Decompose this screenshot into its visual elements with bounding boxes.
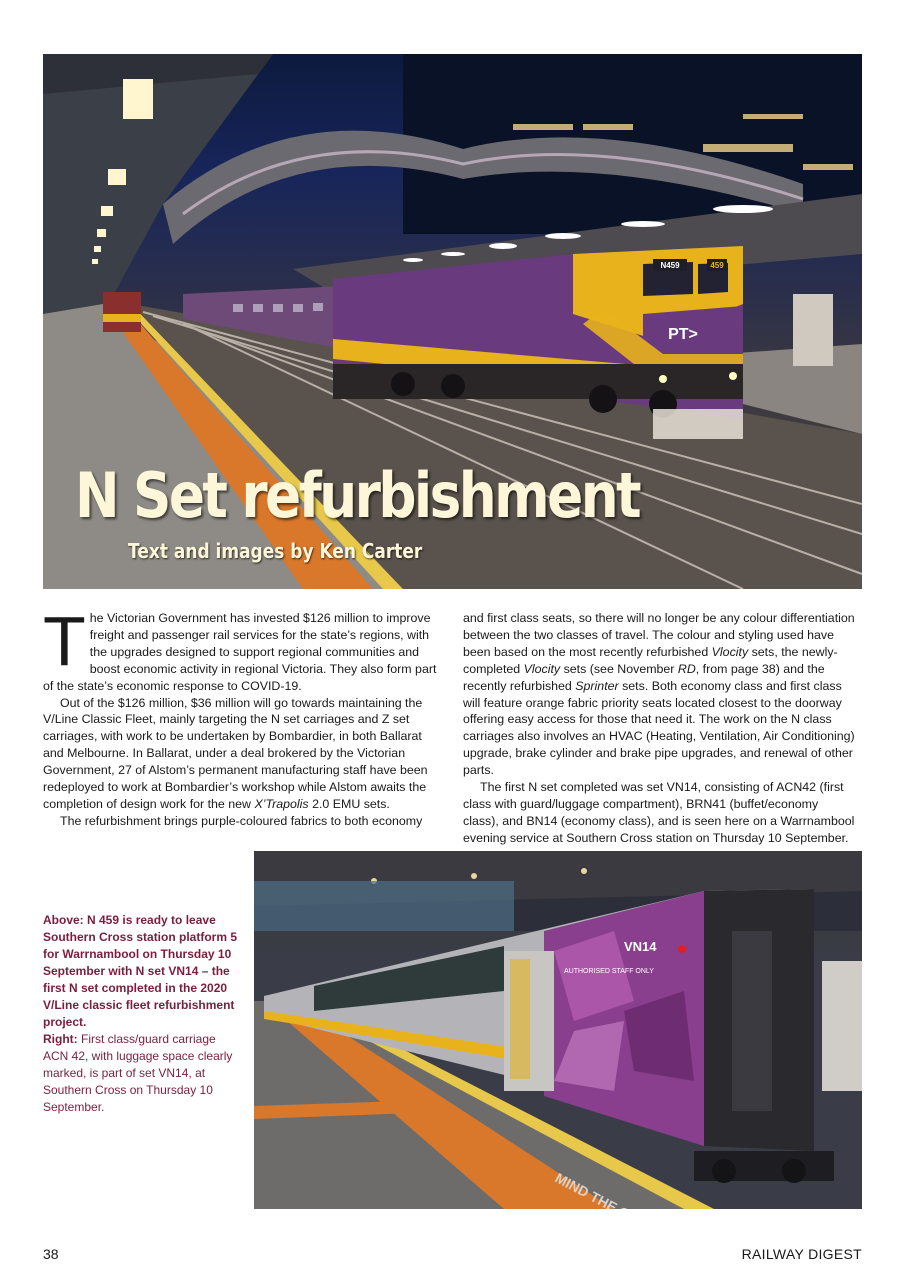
adjacent-train bbox=[822, 961, 862, 1091]
caption-above-label: Above: bbox=[43, 913, 84, 927]
loco-number-plate: N459 bbox=[660, 261, 680, 270]
article-title: N Set refurbishment bbox=[75, 459, 640, 532]
article-paragraph-1: The Victorian Government has invested $126 million to improve freight and passenger rail services for the state’s regions, with the upgrades designed to support regional communities and boost economic activity in regional Victoria. They also form part of the state’s economic response to COVID-19. bbox=[43, 602, 437, 693]
photo-caption bbox=[43, 912, 239, 1116]
distant-train bbox=[103, 292, 141, 332]
pt-logo: PT> bbox=[668, 326, 698, 343]
carriage-number: VN14 bbox=[624, 939, 657, 954]
door-sign: AUTHORISED STAFF ONLY bbox=[564, 968, 654, 975]
caption-right-text: First class/guard carriage ACN 42, with luggage space clearly marked, is part of set VN14, at Southern Cross on Thursday 10 September. bbox=[43, 1032, 233, 1114]
article-paragraph-3-start: The refurbishment brings purple-coloured fabrics to both economy bbox=[60, 813, 423, 828]
carriage-scene bbox=[254, 851, 862, 1209]
article-paragraph-2: Out of the $126 million, $36 million will go towards maintaining the V/Line Classic Fleet, mainly targeting the N set carriages and Z set carriages, with work to be undertaken by Bombardier, in both Ballarat and Melbourne. In Ballarat, under a deal brokered by the Victorian Government, 27 of Alstom’s permanent manufacturing staff have been redeployed to work at Bombardier’s workshop while Alstom awaits the completion of design work for the new X’Trapolis 2.0 EMU sets. bbox=[43, 695, 428, 811]
article-paragraph-4: The first N set completed was set VN14, consisting of ACN42 (first class with guard/luggage compartment), BRN41 (buffet/economy class), and BN14 (economy class), and is seen here on a Warrnambool evening service at Southern Cross station on Thursday 10 September. bbox=[463, 780, 855, 845]
article-column-right bbox=[463, 610, 857, 847]
article-credit: Text and images by Ken Carter bbox=[128, 539, 423, 563]
loco-short-number: 459 bbox=[710, 261, 724, 270]
article-paragraph-3-cont: and first class seats, so there will no longer be any colour differentiation between the two classes of travel. The colour and styling used have been based on the most recently refurbished Vlocity sets, the newly-completed Vlocity sets (see November RD, from page 38) and the recently refurbished Sprinter sets. Both economy class and first class will feature orange fabric priority seats located closest to the doorway offering easy access for those that need it. The work on the N class carriages also involves an HVAC (Heating, Ventilation, Air Conditioning) upgrade, brake cylinder and brake pipe upgrades, and renewal of other parts. bbox=[463, 611, 855, 778]
drop-cap: T bbox=[43, 602, 86, 680]
platform-sign bbox=[793, 294, 833, 366]
page-number: 38 bbox=[43, 1246, 59, 1262]
hero-photo bbox=[43, 54, 862, 589]
article-column-left bbox=[43, 602, 437, 830]
carriage-photo bbox=[254, 851, 862, 1209]
magazine-name: RAILWAY DIGEST bbox=[741, 1246, 862, 1262]
caption-right-label: Right: bbox=[43, 1032, 78, 1046]
caption-above-text: N 459 is ready to leave Southern Cross station platform 5 for Warrnambool on Thursday 10 September with N set VN14 – the first N set completed in the 2020 V/Line classic fleet refurbishment project. bbox=[43, 913, 238, 1029]
